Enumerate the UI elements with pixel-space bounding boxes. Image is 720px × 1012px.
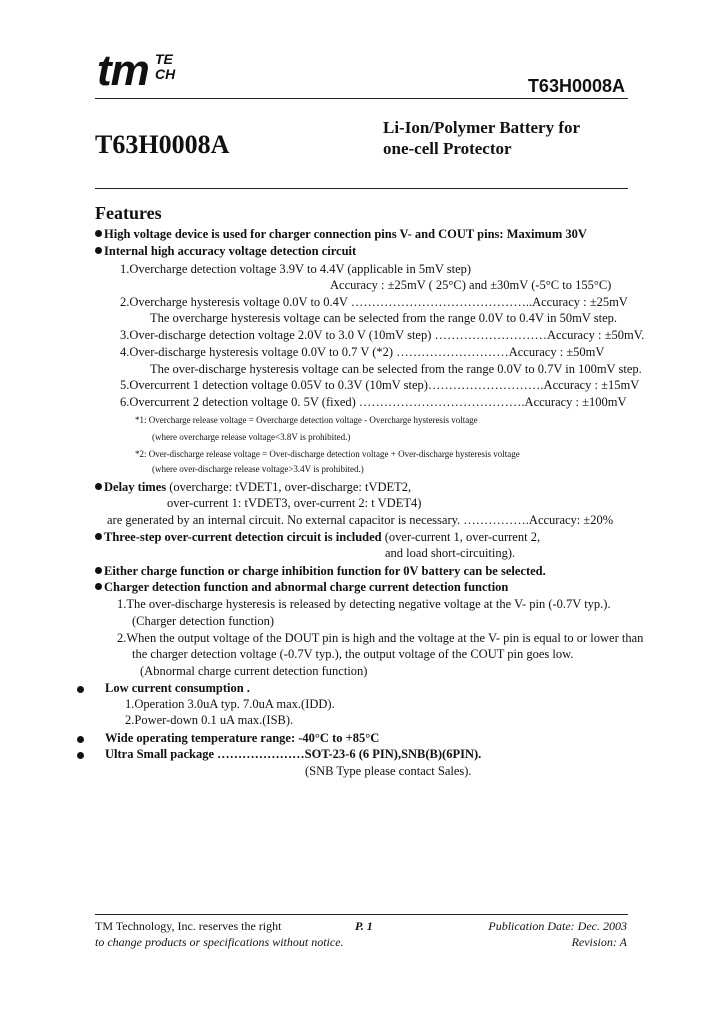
feature-text: Internal high accuracy voltage detection circuit <box>104 244 357 258</box>
charger-item-2: 2.When the output voltage of the DOUT pin is high and the voltage at the V- pin is equal to or lower than <box>117 631 644 645</box>
feature-text: Charger detection function and abnormal charge current detection function <box>104 580 509 594</box>
footer-revision: Revision: A <box>571 935 627 949</box>
detection-item-4: 4.Over-discharge hysteresis voltage 0.0V to 0.7 V (*2) ………………………Accuracy : ±50mV <box>120 345 605 359</box>
subtitle-line-1: Li-Ion/Polymer Battery for <box>383 118 581 137</box>
footer-notice: to change products or specifications without notice. <box>95 935 344 949</box>
feature-text-bold: Three-step over-current detection circuit is included <box>104 530 382 544</box>
charger-item-1: 1.The over-discharge hysteresis is released by detecting negative voltage at the V- pin (-0.7V typ.). <box>117 597 611 611</box>
delay-times-line-2: over-current 1: tVDET3, over-current 2: t VDET4) <box>167 496 422 510</box>
detection-item-2-note: The overcharge hysteresis voltage can be selected from the range 0.0V to 0.4V in 50mV step. <box>150 311 617 325</box>
bullet-icon <box>95 583 102 590</box>
feature-charger-detection <box>95 580 508 595</box>
footer-publication-date: Publication Date: Dec. 2003 <box>488 919 627 933</box>
bullet-icon <box>95 247 102 254</box>
features-heading: Features <box>95 203 162 223</box>
footnote-2-condition: (where over-discharge release voltage>3.4V is prohibited.) <box>152 464 364 474</box>
charger-item-2-label: (Abnormal charge current detection function) <box>140 664 368 678</box>
detection-item-1: 1.Overcharge detection voltage 3.9V to 4.4V (applicable in 5mV step) <box>120 262 472 276</box>
footer-page-number: P. 1 <box>355 919 373 933</box>
title-divider <box>95 188 628 189</box>
detection-item-6: 6.Overcurrent 2 detection voltage 0. 5V (fixed) ………………………………….Accuracy : ±100mV <box>120 395 627 409</box>
three-step-line-2: and load short-circuiting). <box>385 546 516 560</box>
footnote-2: *2: Over-discharge release voltage = Over-discharge detection voltage + Over-discharge hysteresis voltage <box>135 449 520 459</box>
page-title: T63H0008A <box>95 130 230 159</box>
delay-times-line-3: are generated by an internal circuit. No external capacitor is necessary. …………….Accuracy: ±20% <box>107 513 614 527</box>
detection-item-2: 2.Overcharge hysteresis voltage 0.0V to 0.4V ……………………………………..Accuracy : ±25mV <box>120 295 628 309</box>
detection-item-1-accuracy: Accuracy : ±25mV ( 25°C) and ±30mV (-5°C to 155°C) <box>330 278 612 292</box>
detection-item-4-note: The over-discharge hysteresis voltage can be selected from the range 0.0V to 0.7V in 100mV step. <box>150 362 642 376</box>
charger-item-2-cont: the charger detection voltage (-0.7V typ.), the output voltage of the COUT pin goes low. <box>132 647 574 661</box>
subtitle-line-2: one-cell Protector <box>383 139 512 158</box>
feature-text: Either charge function or charge inhibition function for 0V battery can be selected. <box>104 564 546 578</box>
feature-zero-volt-battery <box>95 564 546 579</box>
feature-three-step <box>95 530 540 545</box>
feature-temperature: Wide operating temperature range: -40°C to +85°C <box>105 731 380 745</box>
feature-text: (overcharge: tVDET1, over-discharge: tVDET2, <box>166 480 412 494</box>
header-part-number: T63H0008A <box>527 76 625 96</box>
footer-rights: TM Technology, Inc. reserves the right <box>95 919 282 933</box>
charger-item-1-label: (Charger detection function) <box>132 614 275 628</box>
feature-low-current: Low current consumption . <box>105 681 250 695</box>
company-logo <box>97 46 187 102</box>
footnote-1-condition: (where overcharge release voltage<3.8V is prohibited.) <box>152 432 351 442</box>
feature-delay-times <box>95 480 411 495</box>
bullet-icon <box>77 736 84 743</box>
feature-package: Ultra Small package …………………SOT-23-6 (6 PIN),SNB(B)(6PIN). <box>105 747 482 761</box>
detection-item-3: 3.Over-discharge detection voltage 2.0V to 3.0 V (10mV step) ………………………Accuracy : ±50mV. <box>120 328 645 342</box>
bullet-icon <box>77 686 84 693</box>
logo-ch: CH <box>155 66 176 82</box>
low-current-item-2: 2.Power-down 0.1 uA max.(ISB). <box>125 713 294 727</box>
feature-text-bold: Delay times <box>104 480 167 494</box>
bullet-icon <box>77 752 84 759</box>
logo-tm: tm <box>97 46 149 95</box>
feature-detection-circuit <box>95 244 356 259</box>
bullet-icon <box>95 533 102 540</box>
feature-text: (over-current 1, over-current 2, <box>381 530 541 544</box>
package-note: (SNB Type please contact Sales). <box>305 764 472 778</box>
feature-text: High voltage device is used for charger connection pins V- and COUT pins: Maximum 30V <box>104 227 587 241</box>
bullet-icon <box>95 483 102 490</box>
low-current-item-1: 1.Operation 3.0uA typ. 7.0uA max.(IDD). <box>125 697 335 711</box>
footer-divider <box>95 914 628 915</box>
bullet-icon <box>95 230 102 237</box>
detection-item-5: 5.Overcurrent 1 detection voltage 0.05V to 0.3V (10mV step)……………………….Accuracy : ±15mV <box>120 378 640 392</box>
header-divider <box>95 98 628 99</box>
logo-te: TE <box>155 51 173 67</box>
footnote-1: *1: Overcharge release voltage = Overcharge detection voltage - Overcharge hysteresis voltage <box>135 415 478 425</box>
feature-high-voltage <box>95 227 587 242</box>
bullet-icon <box>95 567 102 574</box>
